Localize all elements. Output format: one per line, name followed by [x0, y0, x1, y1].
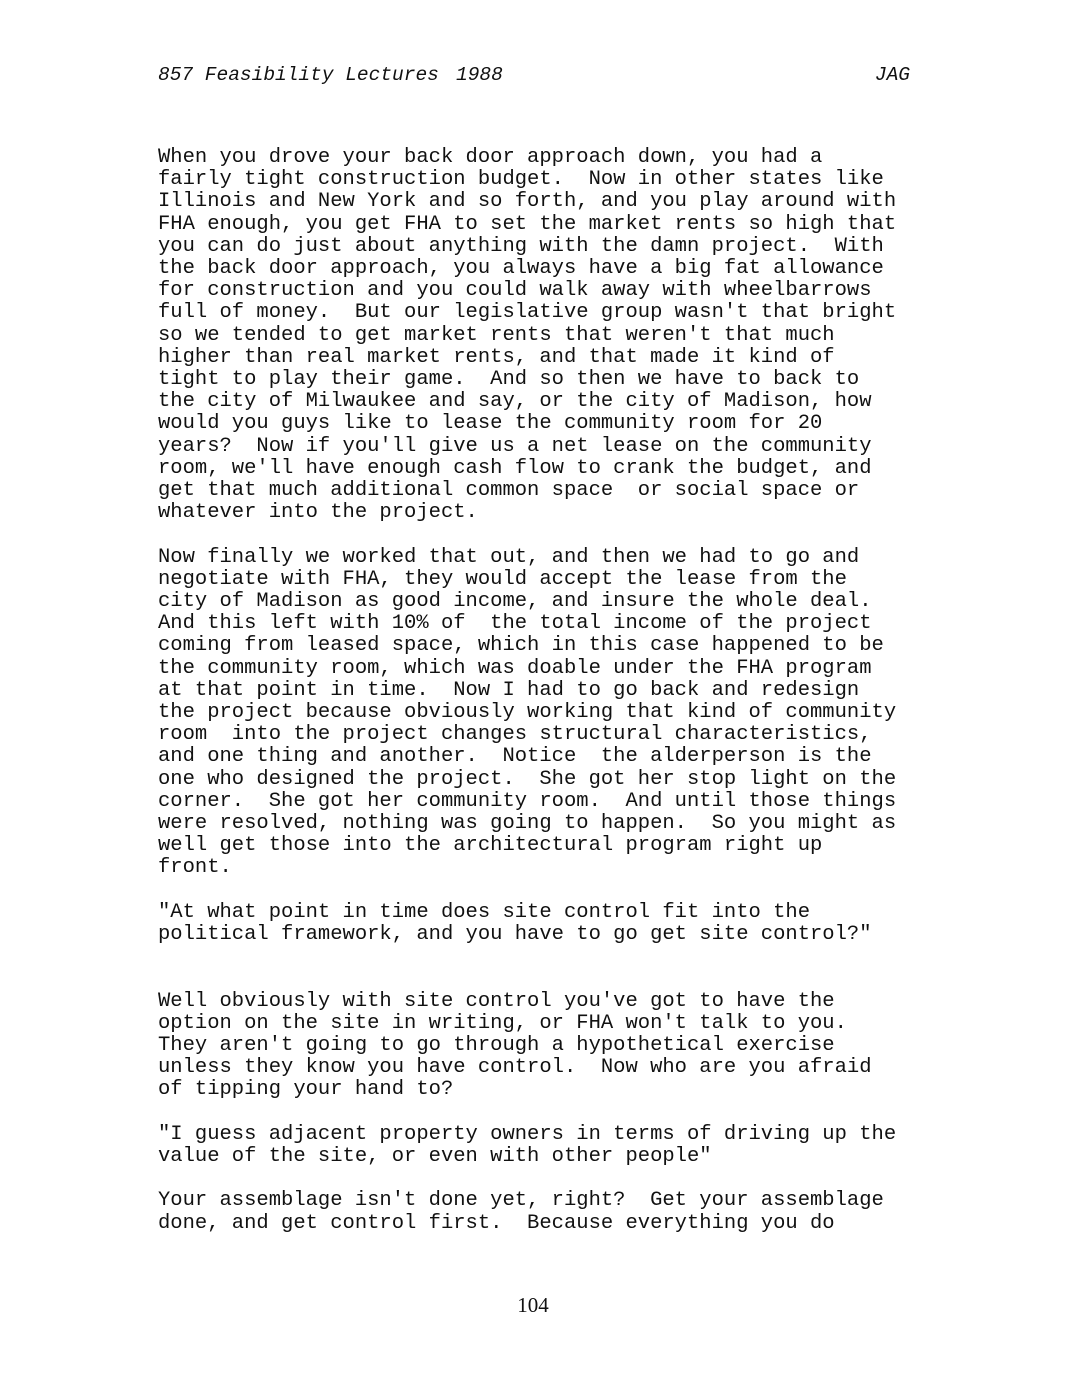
paragraph-back-door-approach: When you drove your back door approach down, you had a fairly tight construction budget. Now in other states like Illinois and New York and so forth, and you play around with FHA enough, you get FHA to set the market rents so high that you can do just about anything with the damn project. With the back door approach, you always have a big fat allowance for construction and you could walk away with wheelbarrows full of money. But our legislative group wasn't that bright so we tended to get market rents that weren't that much higher than real market rents, and that made it kind of tight to play their game. And so then we have to back to the city of Milwaukee and say, or the city of Madison, how would you guys like to lease the community room for 20 years? Now if you'll give us a net lease on the community room, we'll have enough cash flow to crank the budget, and get that much additional common space or social space or whatever into the project.: [158, 146, 897, 525]
body-text: [158, 147, 918, 1257]
paragraph-assemblage: Your assemblage isn't done yet, right? Get your assemblage done, and get control first. Because everything you do: [158, 1189, 884, 1235]
paragraph-question-site-control: "At what point in time does site control fit into the political framework, and you have to go get site control?": [158, 900, 872, 947]
paragraph-adjacent-owners: "I guess adjacent property owners in terms of driving up the value of the site, or even with other people": [158, 1122, 897, 1169]
header-title: 857 Feasibility Lectures: [158, 64, 439, 86]
header-initials: JAG: [874, 64, 910, 86]
paragraph-fha-negotiation: Now finally we worked that out, and then we had to go and negotiate with FHA, they would accept the lease from the city of Madison as good income, and insure the whole deal. And this left with 10% of the total income of the project coming from leased space, which in this case happened to be the community room, which was doable under the FHA program at that point in time. Now I had to go back and redesign the project because obviously working that kind of community room into the project changes structural characteristics, and one thing and another. Notice the alderperson is the one who designed the project. She got her stop light on the corner. She got her community room. And until those things were resolved, nothing was going to happen. So you might as well get those into the architectural program right up front.: [158, 545, 897, 880]
page-number: 104: [517, 1293, 549, 1317]
paragraph-site-control-answer: Well obviously with site control you've got to have the option on the site in writing, or FHA won't talk to you. They aren't going to go through a hypothetical exercise unless they know you have control. Now who are you afraid of tipping your hand to?: [158, 989, 872, 1102]
header-year: 1988: [456, 64, 503, 86]
running-header: [158, 62, 910, 88]
